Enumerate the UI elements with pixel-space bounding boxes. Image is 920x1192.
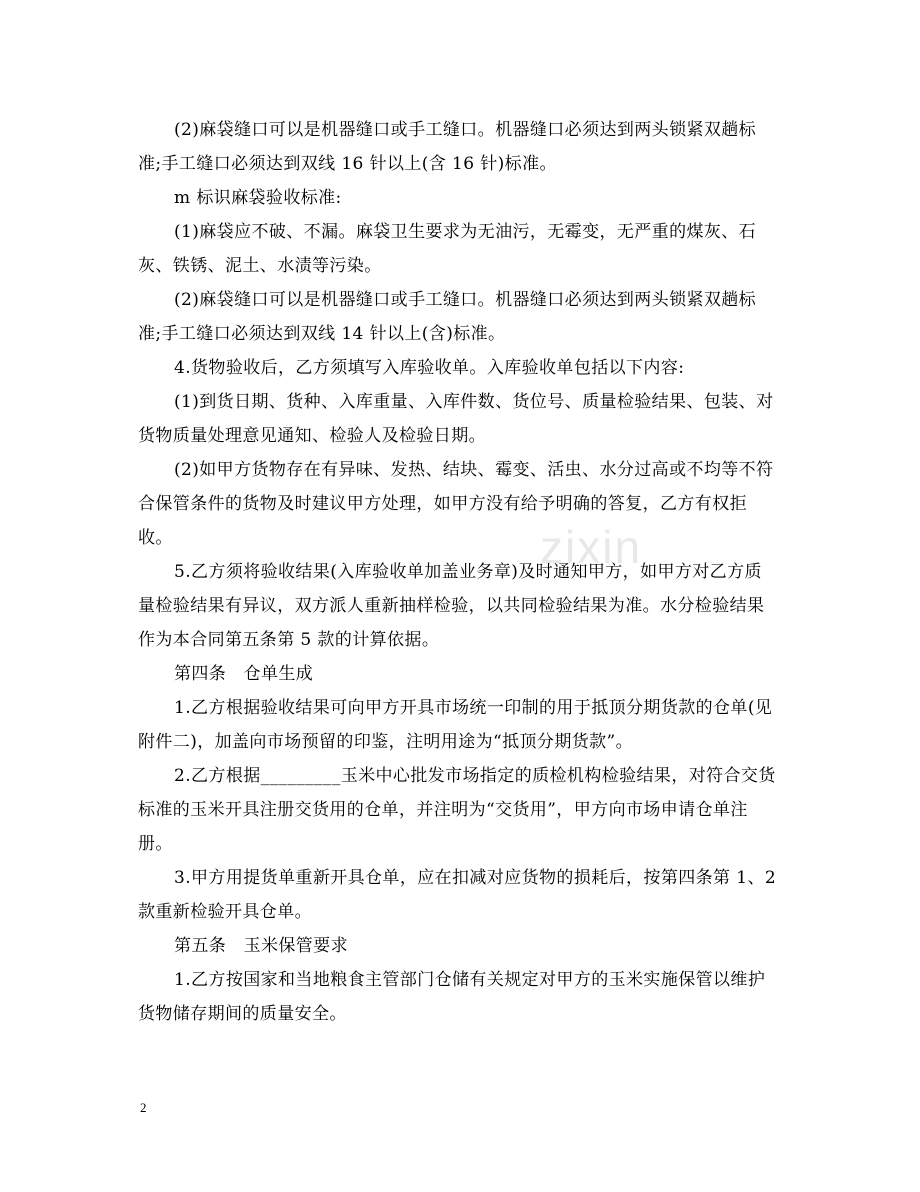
paragraph-6: (2)如甲方货物存在有异味、发热、结块、霉变、活虫、水分过高或不均等不符合保管条件的货物及时建议甲方处理，如甲方没有给予明确的答复，乙方有权拒收。 [138, 460, 774, 548]
section-heading-article-5: 第五条 玉米保管要求 [174, 936, 348, 956]
paragraph-13: 1.乙方按国家和当地粮食主管部门仓储有关规定对甲方的玉米实施保管以维护货物储存期间的质量安全。 [138, 970, 766, 1024]
document-body [138, 113, 778, 1031]
paragraph-3: (2)麻袋缝口可以是机器缝口或手工缝口。机器缝口必须达到两头锁紧双趟标准;手工缝口必须达到双线 14 针以上(含)标准。 [138, 290, 757, 344]
paragraph-10: 2.乙方根据_________玉米中心批发市场指定的质检机构检验结果，对符合交货标准的玉米开具注册交货用的仓单，并注明为“交货用”，甲方向市场申请仓单注册。 [138, 766, 776, 854]
watermark-text: zixin [540, 521, 643, 573]
section-heading-article-4: 第四条 仓单生成 [174, 664, 314, 684]
paragraph-1: m 标识麻袋验收标准: [174, 188, 342, 208]
paragraph-7: 5.乙方须将验收结果(入库验收单加盖业务章)及时通知甲方，如甲方对乙方质量检验结果有异议，双方派人重新抽样检验，以共同检验结果为准。水分检验结果作为本合同第五条第 5 款的计算依据。 [138, 562, 765, 650]
paragraph-0: (2)麻袋缝口可以是机器缝口或手工缝口。机器缝口必须达到两头锁紧双趟标准;手工缝口必须达到双线 16 针以上(含 16 针)标准。 [138, 120, 757, 174]
paragraph-4: 4.货物验收后，乙方须填写入库验收单。入库验收单包括以下内容: [174, 358, 685, 378]
page-number: 2 [140, 1100, 147, 1115]
paragraph-11: 3.甲方用提货单重新开具仓单，应在扣减对应货物的损耗后，按第四条第 1、2 款重新检验开具仓单。 [138, 868, 777, 922]
paragraph-9: 1.乙方根据验收结果可向甲方开具市场统一印制的用于抵顶分期货款的仓单(见附件二)，加盖向市场预留的印鉴，注明用途为“抵顶分期货款”。 [138, 698, 773, 752]
paragraph-5: (1)到货日期、货种、入库重量、入库件数、货位号、质量检验结果、包装、对货物质量处理意见通知、检验人及检验日期。 [138, 392, 774, 446]
paragraph-2: (1)麻袋应不破、不漏。麻袋卫生要求为无油污，无霉变，无严重的煤灰、石灰、铁锈、泥土、水渍等污染。 [138, 222, 757, 276]
